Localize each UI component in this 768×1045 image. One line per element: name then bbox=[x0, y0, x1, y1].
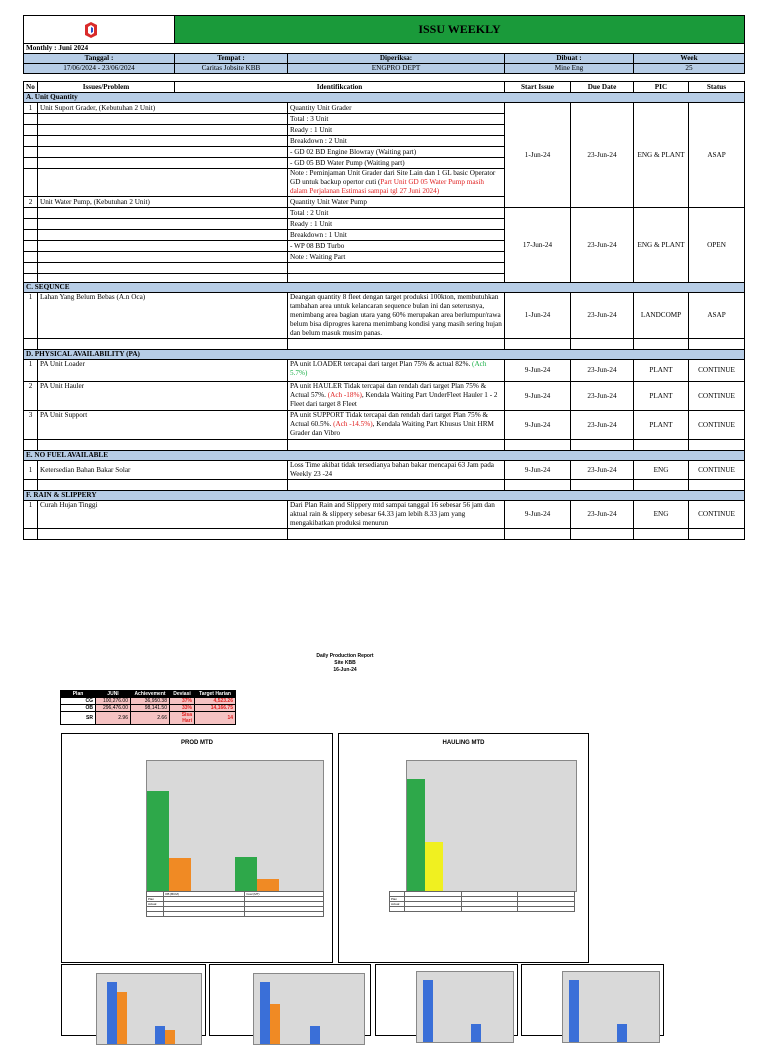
table-row: Total : 2 Unit 17-Jun-24 23-Jun-24 ENG & PLANT OPEN bbox=[24, 208, 745, 219]
weekly-3-chart bbox=[375, 964, 518, 1036]
status-badge: ASAP bbox=[689, 293, 745, 339]
status-badge: CONTINUE bbox=[689, 360, 745, 382]
monthly-label: Monthly : Juni 2024 bbox=[24, 44, 745, 54]
status-badge: CONTINUE bbox=[689, 461, 745, 480]
issue-report bbox=[23, 15, 744, 540]
col-tempat: Tempat : bbox=[175, 54, 288, 64]
val-tanggal: 17/06/2024 - 23/06/2024 bbox=[24, 64, 175, 74]
report-site: Site KBB bbox=[334, 660, 356, 666]
status-badge: OPEN bbox=[689, 208, 745, 283]
logo-cell bbox=[24, 16, 175, 44]
table-row: 1 Lahan Yang Belum Bebas (A.n Oca) Deangan quantity 8 fleet dengan target produksi 100kton, membutuhkan tambahan area untuk kelancaran sequence bulan ini dan seterusnya, menimbang area bagian utara yang 60% merupakan area berlumpur/rawa belum bisa diprogres karena menimbang kondisi yang masih sering hujan dan belum masuk musim panas. 1-Jun-24 23-Jun-24 LANDCOMP ASAP bbox=[24, 293, 745, 339]
company-logo-icon bbox=[81, 20, 117, 40]
col-dibuat: Dibuat : bbox=[505, 54, 634, 64]
weekly-3-plot bbox=[416, 971, 514, 1043]
section-c: C. SEQUNCE bbox=[24, 283, 745, 293]
weekly-4-chart bbox=[521, 964, 664, 1036]
weekly-2-bar bbox=[270, 1004, 280, 1044]
weekly-1-plot bbox=[96, 973, 202, 1045]
page-title: ISSU WEEKLY bbox=[175, 16, 745, 44]
val-diperiksa: ENGPRO DEPT bbox=[288, 64, 505, 74]
weekly-1-bar bbox=[107, 982, 117, 1044]
chart-bar-0-0 bbox=[147, 791, 169, 891]
status-badge: ASAP bbox=[689, 103, 745, 208]
table-row: CG 100,276.00 36,950.38 37% 4,523.26 bbox=[61, 698, 236, 705]
section-d: D. PHYSICAL AVAILABILITY (PA) bbox=[24, 350, 745, 360]
th-start: Start Issue bbox=[505, 82, 571, 93]
th-status: Status bbox=[689, 82, 745, 93]
hauling-mtd-plot bbox=[406, 760, 577, 892]
report-title: Daily Production Report bbox=[316, 653, 374, 659]
weekly-4-bar bbox=[617, 1024, 627, 1042]
chart-bar-1-1 bbox=[257, 879, 279, 891]
issue-a2: Unit Water Pump, (Kebutuhan 2 Unit) bbox=[38, 197, 288, 208]
production-summary-table: Plan JUNI Achievement Deviasi Target Harian CG 100,276.00 36,950.38 37% 4,523.26 OB 296,476.00 98,141.50 33% 14,166.75 SR 2.96 2.66 Sisa Hari 14 bbox=[60, 690, 236, 725]
val-week: 25 bbox=[634, 64, 745, 74]
issue-table: ISSU WEEKLY Monthly : Juni 2024 Tanggal : Tempat : Diperiksa: Dibuat : Week 17/06/2024 - 23/06/2024 Caritas Jobsite KBB ENGPRO DEPT Mine Eng 25 No Issues/Problem Identifikcation Start Issue Due Date PIC Status A. Unit Quantity 1 Unit Suport Grader, (Kebutuhan 2 Unit) Quantity Unit Grader 1-Jun-24 23-Jun-24 ENG & PLANT ASAP Total : 3 Unit Ready : 1 Unit Breakdown : 2 Unit - GD 02 BD Engine Blowray (Waiting part) - GD 05 BD Water Pump (Waiting part) Note : Peminjaman Unit Grader dari Site Lain dan 1 GL basic Operator GD untuk backup opertor cuti (Part Unit GD 05 Water Pump masih dalam Perjalanan Estimasi sampai tgl 27 Juni 2024) 2 Unit Water Pump, (Kebutuhan 2 Unit) Quantity Unit Water Pump Total : 2 Unit 17-Jun-24 23-Jun-24 ENG & PLANT OPEN Ready : 1 Unit Breakdown : 1 Unit - WP 08 BD Turbo Note : Waiting Part C. SEQUNCE 1 Lahan Yang Belum Bebas (A.n Oca) Deangan quantity 8 fleet dengan target produksi 100kton, membutuhkan tambahan area untuk kelancaran sequence bulan ini dan seterusnya, menimbang area bagian utara yang 60% merupakan area berlumpur/rawa belum bisa diprogres karena menimbang kondisi yang masih sering hujan dan belum masuk musim panas. 1-Jun-24 23-Jun-24 LANDCOMP ASAP D. PHYSICAL AVAILABILITY (PA) 1 PA Unit Loader PA unit LOADER tercapai dari target Plan 75% & actual 82%. (Ach 5.7%) 9-Jun-24 23-Jun-24 PLANT CONTINUE 2 PA Unit Hauler PA unit HAULER Tidak tercapai dan rendah dari target Plan 75% & Actual 57%. (Ach -18%), Kendala Waiting Part UnderFleet Hauler 1 - 2 Fleet dari target 8 Fleet 9-Jun-24 23-Jun-24 PLANT CONTINUE 3 PA Unit Support PA unit SUPPORT Tidak tercapai dan rendah dari target Plan 75% & Actual 60.5%. (Ach -14.5%), Kendala Waiting Part Khusus Unit HRM Grader dan Vibro 9-Jun-24 23-Jun-24 PLANT CONTINUE E. NO FUEL AVAILABLE 1 Ketersedian Bahan Bakar Solar Loss Time akibat tidak tersedianya bahan bakar mencapai 63 Jam pada Weekly 23 -24 9-Jun-24 23-Jun-24 ENG CONTINUE F. RAIN & SLIPPERY 1 Curah Hujan Tinggi Dari Plan Rain and Slippery mtd sampai tanggal 16 sebesar 56 jam dan aktual rain & slippery sebesar 64.33 jam lebih 8.33 jam yang mengakibatkan produksi menurun 9-Jun-24 23-Jun-24 ENG CONTINUE bbox=[23, 15, 745, 540]
val-dibuat: Mine Eng bbox=[505, 64, 634, 74]
weekly-1-chart bbox=[61, 964, 206, 1036]
chart-bar-0-1 bbox=[425, 842, 443, 891]
table-row: 1 PA Unit Loader PA unit LOADER tercapai dari target Plan 75% & actual 82%. (Ach 5.7%) 9-Jun-24 23-Jun-24 PLANT CONTINUE bbox=[24, 360, 745, 382]
status-badge: CONTINUE bbox=[689, 501, 745, 529]
prod-mtd-plot bbox=[146, 760, 324, 892]
weekly-1-bar bbox=[165, 1030, 175, 1044]
weekly-2-plot bbox=[253, 973, 365, 1045]
section-e: E. NO FUEL AVAILABLE bbox=[24, 451, 745, 461]
status-badge: CONTINUE bbox=[689, 382, 745, 411]
table-row: SR 2.96 2.66 Sisa Hari 14 bbox=[61, 712, 236, 725]
table-row: 3 PA Unit Support PA unit SUPPORT Tidak tercapai dan rendah dari target Plan 75% & Actual 60.5%. (Ach -14.5%), Kendala Waiting Part Khusus Unit HRM Grader dan Vibro 9-Jun-24 23-Jun-24 PLANT CONTINUE bbox=[24, 411, 745, 440]
table-row: OB 296,476.00 98,141.50 33% 14,166.75 bbox=[61, 705, 236, 712]
note-a1: Note : Peminjaman Unit Grader dari Site Lain dan 1 GL basic Operator GD untuk backup opertor cuti (Part Unit GD 05 Water Pump masih dalam Perjalanan Estimasi sampai tgl 27 Juni 2024) bbox=[288, 169, 505, 197]
weekly-2-chart bbox=[209, 964, 371, 1036]
th-no: No bbox=[24, 82, 38, 93]
weekly-2-bar bbox=[260, 982, 270, 1044]
prod-mtd-chart bbox=[61, 733, 333, 963]
table-row: 1 Unit Suport Grader, (Kebutuhan 2 Unit) Quantity Unit Grader 1-Jun-24 23-Jun-24 ENG & PLANT ASAP bbox=[24, 103, 745, 114]
th-issue: Issues/Problem bbox=[38, 82, 175, 93]
table-row: 1 Ketersedian Bahan Bakar Solar Loss Time akibat tidak tersedianya bahan bakar mencapai 63 Jam pada Weekly 23 -24 9-Jun-24 23-Jun-24 ENG CONTINUE bbox=[24, 461, 745, 480]
hauling-mtd-title: HAULING MTD bbox=[442, 740, 485, 746]
chart-bar-1-0 bbox=[235, 857, 257, 891]
section-f: F. RAIN & SLIPPERY bbox=[24, 491, 745, 501]
issue-a1: Unit Suport Grader, (Kebutuhan 2 Unit) bbox=[38, 103, 288, 114]
section-a: A. Unit Quantity bbox=[24, 93, 745, 103]
col-week: Week bbox=[634, 54, 745, 64]
weekly-1-bar bbox=[117, 992, 127, 1044]
prod-mtd-title: PROD MTD bbox=[181, 740, 213, 746]
col-diperiksa: Diperiksa: bbox=[288, 54, 505, 64]
weekly-4-bar bbox=[569, 980, 579, 1042]
col-tanggal: Tanggal : bbox=[24, 54, 175, 64]
weekly-3-bar bbox=[423, 980, 433, 1042]
th-pic: PIC bbox=[634, 82, 689, 93]
prod-mtd-data-table: OB (BCM) Coal (MT) Plan Actual bbox=[146, 891, 324, 917]
val-tempat: Caritas Jobsite KBB bbox=[175, 64, 288, 74]
weekly-2-bar bbox=[310, 1026, 320, 1044]
hauling-mtd-chart bbox=[338, 733, 589, 963]
report-date: 16-Jun-24 bbox=[333, 667, 357, 673]
weekly-3-bar bbox=[471, 1024, 481, 1042]
table-row: 2 PA Unit Hauler PA unit HAULER Tidak tercapai dan rendah dari target Plan 75% & Actual 57%. (Ach -18%), Kendala Waiting Part UnderFleet Hauler 1 - 2 Fleet dari target 8 Fleet 9-Jun-24 23-Jun-24 PLANT CONTINUE bbox=[24, 382, 745, 411]
table-row: 1 Curah Hujan Tinggi Dari Plan Rain and Slippery mtd sampai tanggal 16 sebesar 56 jam dan aktual rain & slippery sebesar 64.33 jam lebih 8.33 jam yang mengakibatkan produksi menurun 9-Jun-24 23-Jun-24 ENG CONTINUE bbox=[24, 501, 745, 529]
chart-bar-0-1 bbox=[169, 858, 191, 891]
weekly-4-plot bbox=[562, 971, 660, 1043]
weekly-1-bar bbox=[155, 1026, 165, 1044]
chart-bar-0-0 bbox=[407, 779, 425, 891]
th-due: Due Date bbox=[571, 82, 634, 93]
hauling-mtd-data-table: Plan Actual bbox=[389, 891, 575, 912]
th-ident: Identifikcation bbox=[175, 82, 505, 93]
status-badge: CONTINUE bbox=[689, 411, 745, 440]
